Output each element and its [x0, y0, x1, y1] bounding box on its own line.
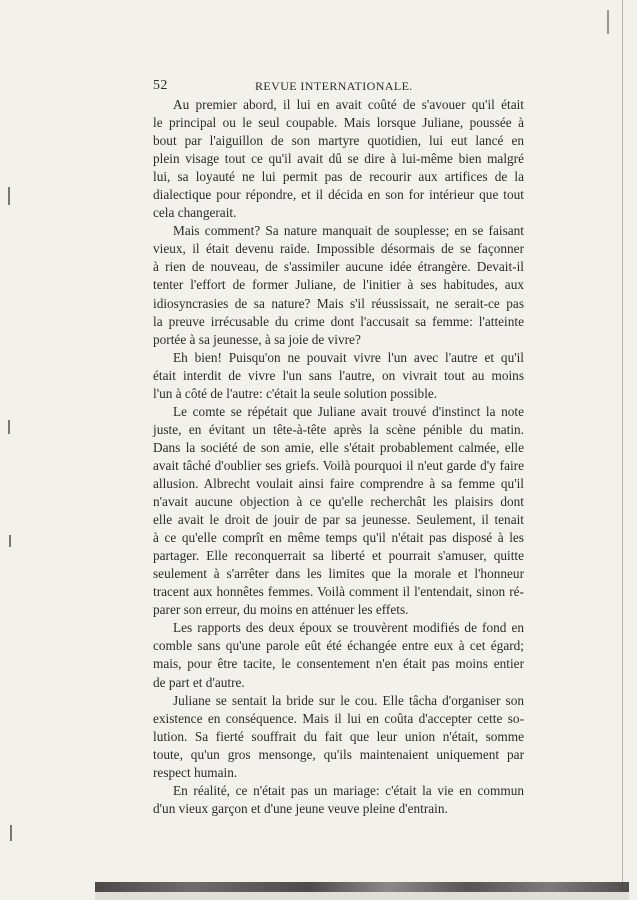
text-line: cela changerait.	[153, 205, 237, 221]
page-header	[153, 78, 533, 98]
text-line: En réalité, ce n'était pas un mariage: c'était la vie en commun	[173, 782, 524, 798]
text-line: Eh bien! Puisqu'on ne pouvait vivre l'un avec l'autre et qu'il	[173, 349, 524, 365]
text-line: tenter l'effort de former Juliane, de l'initier à ses habitudes, aux	[153, 277, 524, 293]
text-line: dialectique pour répondre, et il décida en son for intérieur que tout	[153, 187, 524, 203]
margin-mark	[8, 420, 10, 434]
text-line: mais, pour être tacite, le consentement n'en était pas moins entier	[153, 656, 524, 672]
text-line: lui, sa loyauté ne lui permit pas de recourir aux artifices de la	[153, 169, 524, 185]
text-line: avait tâché d'oublier ses griefs. Voilà pourquoi il n'eut garde d'y faire	[153, 457, 524, 473]
text-line: existence en conséquence. Mais il lui en coûta d'accepter cette so-	[153, 710, 524, 726]
text-line: Juliane se sentait la bride sur le cou. Elle tâcha d'organiser son	[173, 692, 524, 708]
text-line: allusion. Albrecht voulait ainsi faire comprendre à sa femme qu'il	[153, 475, 524, 491]
text-line: Dans la société de son amie, elle s'était probablement calmée, elle	[153, 439, 524, 455]
text-line: vieux, il était devenu raide. Impossible désormais de se façonner	[153, 241, 524, 257]
text-line: comble sans qu'une parole eût été échangée entre eux à cet égard;	[153, 638, 524, 654]
text-line: seulement à s'arrêter dans les limites que la morale et l'honneur	[153, 566, 524, 582]
text-line: plein visage tout ce qu'il avait dû se dire à lui-même bien malgré	[153, 151, 524, 167]
text-line: la preuve irrécusable du crime dont l'accusait sa femme: l'atteinte	[153, 313, 524, 329]
text-line: n'avait aucune objection à ce qu'elle recherchât les plaisirs dont	[153, 494, 524, 510]
text-line: respect humain.	[153, 764, 238, 780]
text-line: à rien de nouveau, de s'assimiler aucune idée étrangère. Devait-il	[153, 259, 524, 275]
text-line: Le comte se répétait que Juliane avait trouvé d'instinct la note	[173, 403, 524, 419]
text-line: partager. Elle reconquerrait sa liberté et pourrait s'amuser, quitte	[153, 548, 524, 564]
text-line: l'un à côté de l'autre: c'était la seule solution possible.	[153, 385, 438, 401]
text-line: portée à sa jeunesse, à sa joie de vivre?	[153, 331, 361, 347]
text-line: tracent aux honnêtes femmes. Voilà comment il l'entendait, sinon ré-	[153, 584, 524, 600]
running-title: REVUE INTERNATIONALE.	[255, 79, 413, 93]
text-line: le principal ou le seul coupable. Mais lorsque Juliane, poussée à	[153, 115, 524, 131]
text-line: toute, qu'un gros mensonge, qu'ils maintenaient uniquement par	[153, 746, 524, 762]
text-line: idiosyncrasies de sa nature? Mais s'il réussissait, ne serait-ce pas	[153, 295, 524, 311]
text-line: elle avait le droit de jouir de par sa jeunesse. Seulement, il tenait	[153, 512, 524, 528]
text-line: parer son erreur, du moins en atténuer les effets.	[153, 602, 409, 618]
margin-mark	[9, 535, 11, 547]
text-line: Au premier abord, il lui en avait coûté de s'avouer qu'il était	[173, 97, 524, 112]
margin-mark	[607, 10, 609, 34]
text-line: bout par l'aiguillon de son martyre quotidien, lui eut lancé en	[153, 133, 524, 149]
text-line: Les rapports des deux époux se trouvèrent modifiés de fond en	[173, 620, 524, 636]
margin-mark	[10, 825, 12, 841]
body-text	[153, 96, 524, 818]
text-line: d'un vieux garçon et d'une jeune veuve pleine d'entrain.	[153, 800, 448, 816]
text-line: était interdit de vivre l'un sans l'autre, on vivrait tout au moins	[153, 367, 524, 383]
margin-mark	[8, 187, 10, 205]
scan-edge-band	[95, 882, 629, 892]
text-line: lution. Sa fierté souffrait du fait que leur union n'était, somme	[153, 728, 524, 744]
text-line: juste, en évitant un tête-à-tête après la scène pénible du matin.	[153, 421, 524, 437]
text-line: de part et d'autre.	[153, 674, 245, 690]
page-number: 52	[153, 78, 168, 93]
text-line: Mais comment? Sa nature manquait de souplesse; en se faisant	[173, 223, 524, 239]
text-line: à ce qu'elle comprît en même temps qu'il n'était pas disposé à les	[153, 530, 524, 546]
page-edge	[622, 0, 623, 900]
scan-edge-margin	[95, 892, 629, 900]
